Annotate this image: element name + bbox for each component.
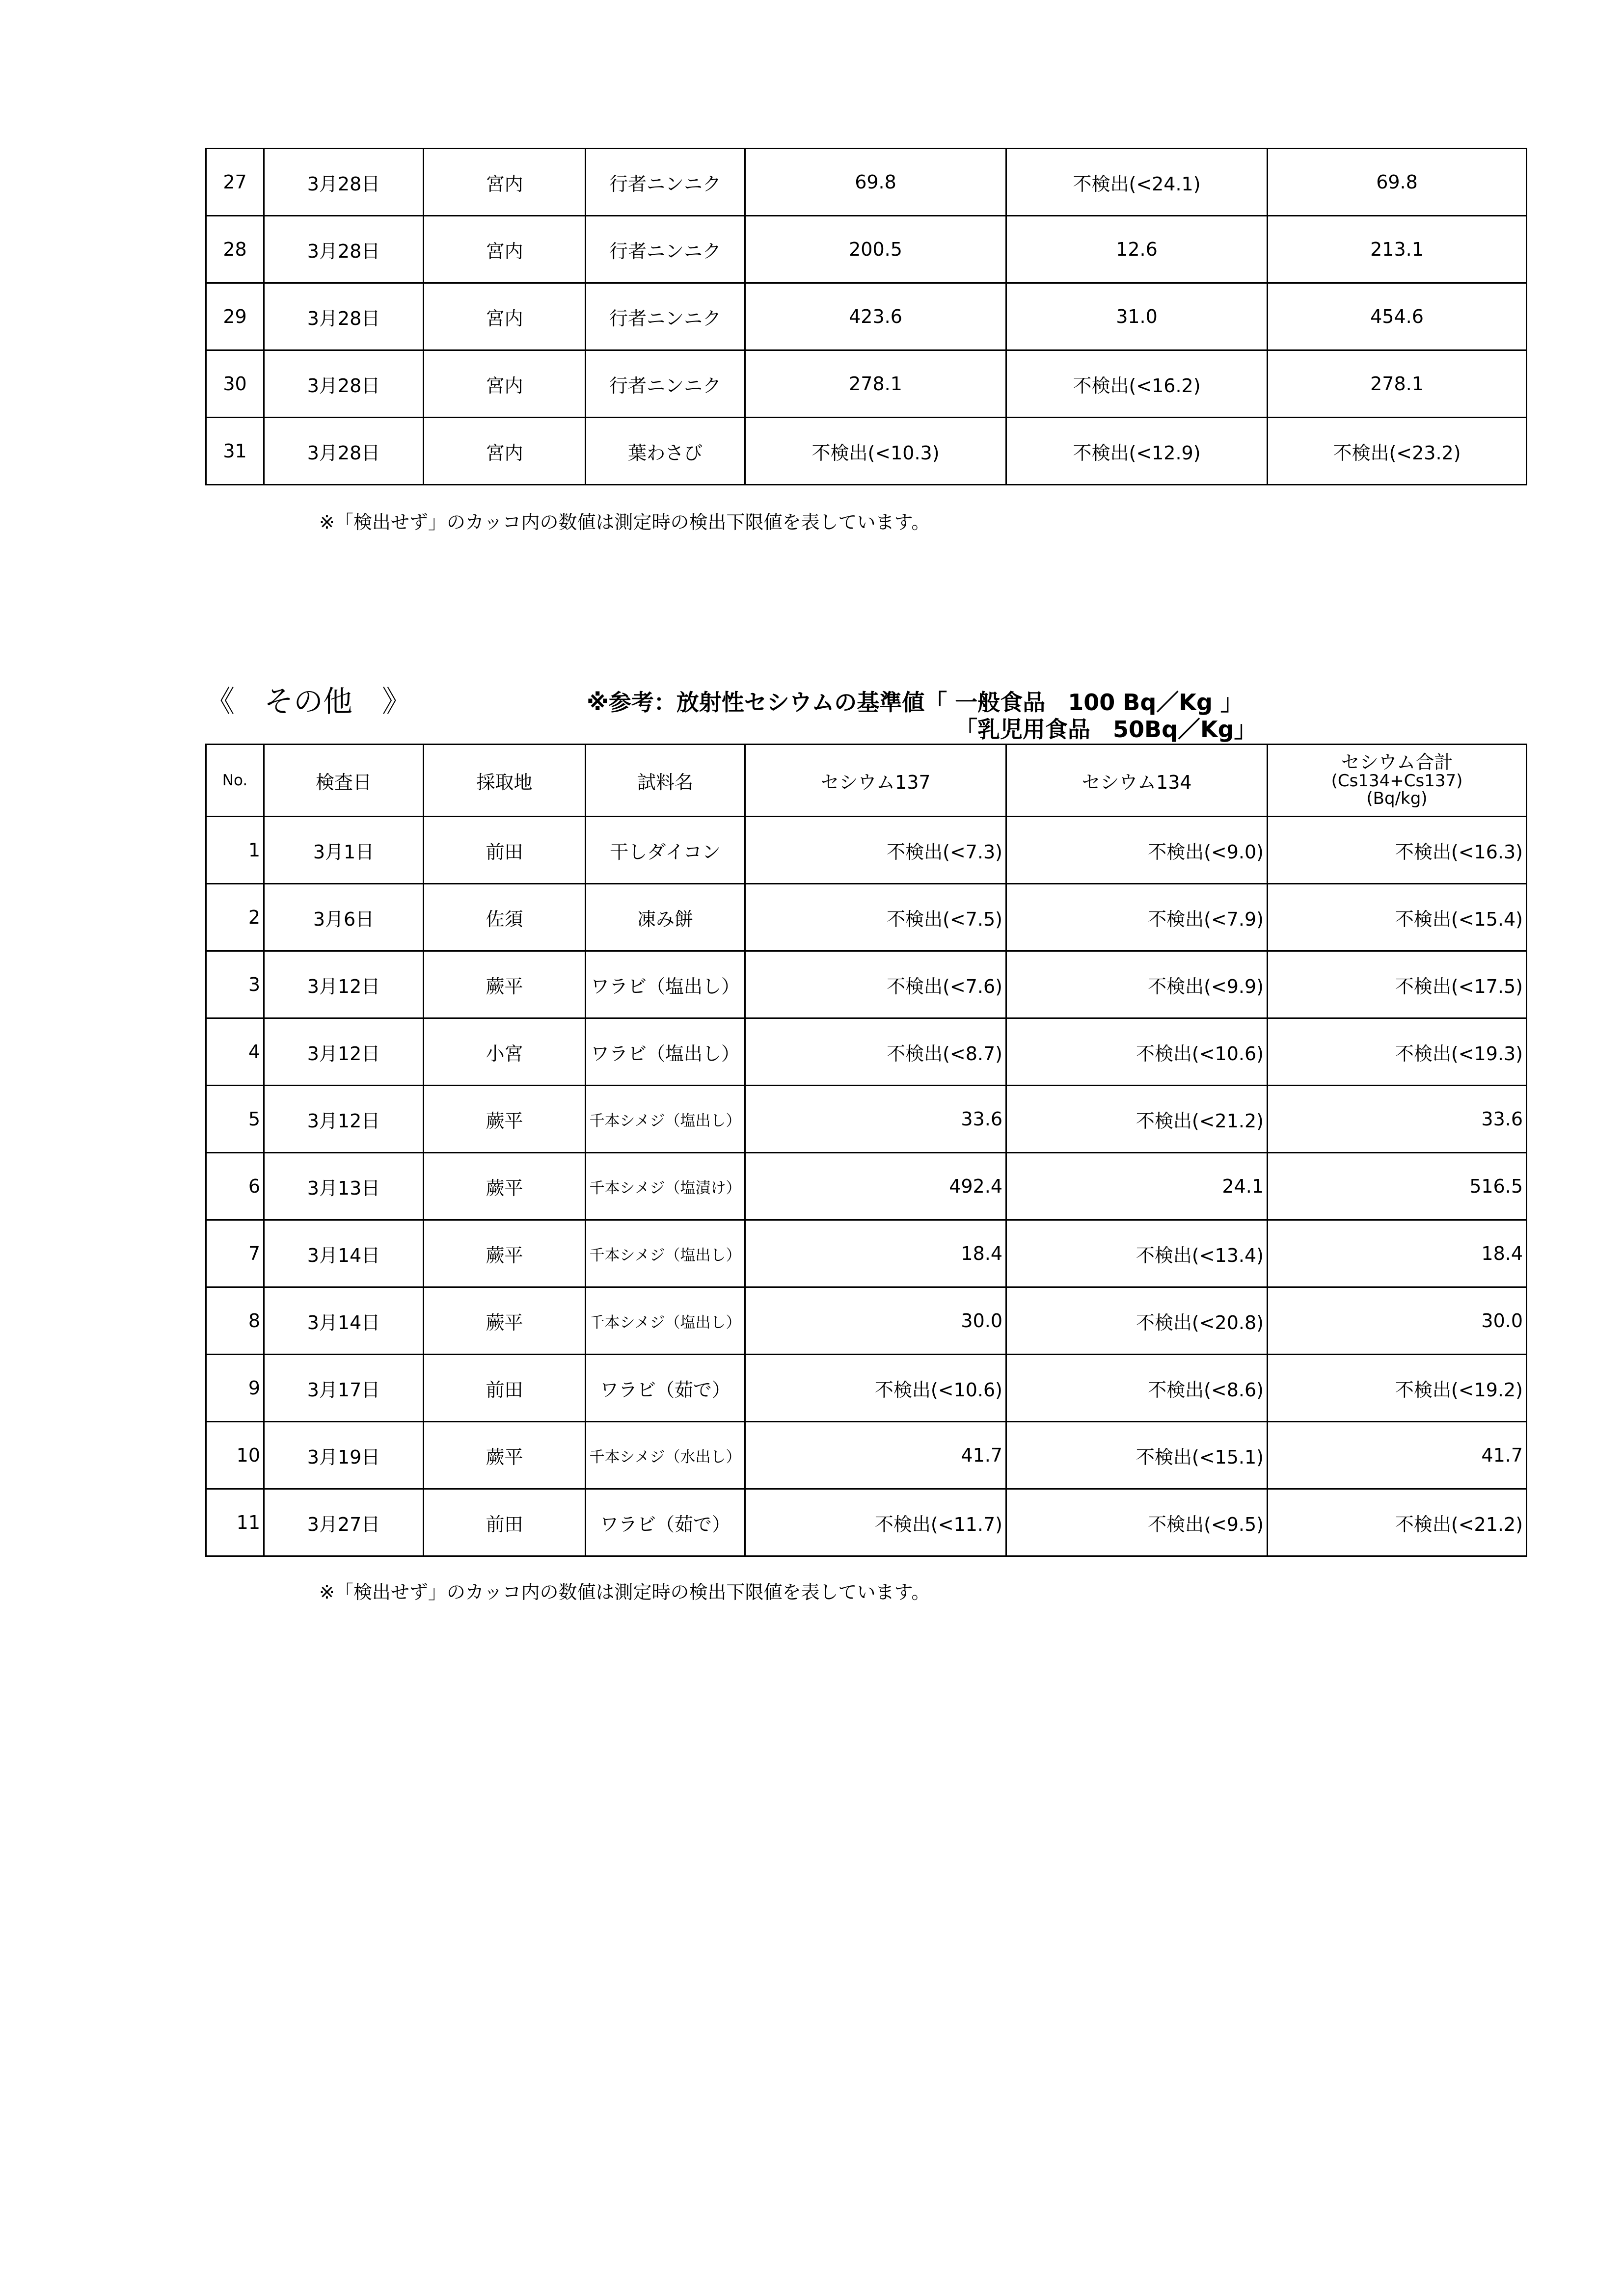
cell-sample: 凍み餅 (586, 884, 745, 951)
cell-total: 69.8 (1268, 149, 1527, 216)
cell-sample: 千本シメジ（塩出し） (586, 1220, 745, 1287)
cell-cs137: 不検出(<10.3) (745, 418, 1006, 485)
cell-date: 3月6日 (264, 884, 424, 951)
cell-total: 454.6 (1268, 283, 1527, 350)
cell-cs137: 不検出(<8.7) (745, 1018, 1006, 1086)
reference-standard-general: ※参考：放射性セシウムの基準値「 一般食品 100 Bq／Kg 」 (587, 689, 1243, 716)
cell-cs137: 200.5 (745, 216, 1006, 283)
cell-place: 蕨平 (424, 1422, 586, 1489)
cell-total: 不検出(<16.3) (1268, 817, 1527, 884)
table-row (206, 1018, 1527, 1086)
table-row (206, 1422, 1527, 1489)
cell-sample: ワラビ（塩出し） (586, 1018, 745, 1086)
cell-date: 3月28日 (264, 216, 424, 283)
table-row (206, 884, 1527, 951)
cell-no: 29 (206, 283, 264, 350)
cell-date: 3月19日 (264, 1422, 424, 1489)
cell-date: 3月28日 (264, 418, 424, 485)
cell-date: 3月13日 (264, 1153, 424, 1220)
cell-date: 3月12日 (264, 951, 424, 1018)
detection-limit-note: ※「検出せず」のカッコ内の数値は測定時の検出下限値を表しています。 (319, 511, 930, 533)
detection-limit-note-2: ※「検出せず」のカッコ内の数値は測定時の検出下限値を表しています。 (319, 1581, 930, 1603)
cell-date: 3月28日 (264, 350, 424, 418)
cell-date: 3月14日 (264, 1220, 424, 1287)
table-row (206, 817, 1527, 884)
header-total-line1: セシウム合計 (1341, 751, 1453, 774)
cell-cs134: 24.1 (1006, 1153, 1268, 1220)
cell-place: 蕨平 (424, 1153, 586, 1220)
cell-cs137: 不検出(<7.5) (745, 884, 1006, 951)
table1-body (206, 149, 1527, 485)
cell-place: 蕨平 (424, 1287, 586, 1355)
cell-cs137: 不検出(<10.6) (745, 1355, 1006, 1422)
cell-sample: ワラビ（茹で） (586, 1489, 745, 1556)
cell-total: 18.4 (1268, 1220, 1527, 1287)
cell-no: 27 (206, 149, 264, 216)
cell-cs134: 不検出(<24.1) (1006, 149, 1268, 216)
cell-place: 蕨平 (424, 1086, 586, 1153)
cell-date: 3月27日 (264, 1489, 424, 1556)
header-date: 検査日 (264, 745, 424, 817)
cell-cs134: 不検出(<15.1) (1006, 1422, 1268, 1489)
table-row (206, 1489, 1527, 1556)
cell-place: 佐須 (424, 884, 586, 951)
header-cs134: セシウム134 (1006, 745, 1268, 817)
table-row (206, 1153, 1527, 1220)
cell-sample: 行者ニンニク (586, 149, 745, 216)
cell-sample: 行者ニンニク (586, 216, 745, 283)
cell-cs137: 41.7 (745, 1422, 1006, 1489)
header-sample: 試料名 (586, 745, 745, 817)
cell-cs137: 278.1 (745, 350, 1006, 418)
cell-no: 1 (206, 817, 264, 884)
cell-sample: 千本シメジ（塩出し） (586, 1086, 745, 1153)
cell-cs137: 423.6 (745, 283, 1006, 350)
table-row (206, 350, 1527, 418)
cell-total: 33.6 (1268, 1086, 1527, 1153)
table2-body (206, 745, 1527, 1556)
cell-sample: 千本シメジ（塩出し） (586, 1287, 745, 1355)
cell-sample: ワラビ（茹で） (586, 1355, 745, 1422)
cell-cs134: 不検出(<20.8) (1006, 1287, 1268, 1355)
cell-total: 不検出(<19.2) (1268, 1355, 1527, 1422)
cell-no: 8 (206, 1287, 264, 1355)
cell-cs137: 30.0 (745, 1287, 1006, 1355)
cell-no: 5 (206, 1086, 264, 1153)
cell-no: 31 (206, 418, 264, 485)
cell-date: 3月28日 (264, 149, 424, 216)
table-row (206, 951, 1527, 1018)
cell-sample: 千本シメジ（塩漬け） (586, 1153, 745, 1220)
table-row (206, 283, 1527, 350)
cell-cs134: 12.6 (1006, 216, 1268, 283)
cell-no: 9 (206, 1355, 264, 1422)
table-row (206, 1287, 1527, 1355)
table-row (206, 149, 1527, 216)
cell-cs137: 492.4 (745, 1153, 1006, 1220)
cell-cs137: 不検出(<7.3) (745, 817, 1006, 884)
cell-date: 3月1日 (264, 817, 424, 884)
table-row (206, 1355, 1527, 1422)
cell-place: 宮内 (424, 350, 586, 418)
cell-total: 不検出(<15.4) (1268, 884, 1527, 951)
cell-place: 蕨平 (424, 1220, 586, 1287)
cell-total: 不検出(<23.2) (1268, 418, 1527, 485)
cell-no: 30 (206, 350, 264, 418)
cell-total: 不検出(<17.5) (1268, 951, 1527, 1018)
reference-standard-infant: 「乳児用食品 50Bq／Kg」 (955, 716, 1257, 743)
cell-place: 小宮 (424, 1018, 586, 1086)
cell-place: 宮内 (424, 418, 586, 485)
table-row (206, 216, 1527, 283)
table-row (206, 1086, 1527, 1153)
cell-date: 3月14日 (264, 1287, 424, 1355)
cell-no: 3 (206, 951, 264, 1018)
cell-cs134: 不検出(<16.2) (1006, 350, 1268, 418)
cell-date: 3月17日 (264, 1355, 424, 1422)
cell-total: 213.1 (1268, 216, 1527, 283)
cell-no: 4 (206, 1018, 264, 1086)
cell-cs137: 69.8 (745, 149, 1006, 216)
cell-place: 前田 (424, 817, 586, 884)
cell-sample: 千本シメジ（水出し） (586, 1422, 745, 1489)
cell-sample: 行者ニンニク (586, 350, 745, 418)
cell-cs134: 不検出(<9.5) (1006, 1489, 1268, 1556)
cell-date: 3月12日 (264, 1018, 424, 1086)
cell-cs134: 不検出(<9.0) (1006, 817, 1268, 884)
table-row (206, 1220, 1527, 1287)
cell-cs134: 不検出(<12.9) (1006, 418, 1268, 485)
cell-cs134: 31.0 (1006, 283, 1268, 350)
cell-no: 6 (206, 1153, 264, 1220)
cell-cs137: 18.4 (745, 1220, 1006, 1287)
cell-place: 蕨平 (424, 951, 586, 1018)
cell-no: 7 (206, 1220, 264, 1287)
section-title-other: 《 その他 》 (205, 685, 411, 719)
cell-no: 11 (206, 1489, 264, 1556)
cell-no: 10 (206, 1422, 264, 1489)
header-total (1268, 745, 1527, 817)
results-table-continued (205, 148, 1527, 485)
header-total-line3: (Bq/kg) (1366, 788, 1428, 808)
table-header-row (206, 745, 1527, 817)
cell-sample: 行者ニンニク (586, 283, 745, 350)
cell-total: 不検出(<19.3) (1268, 1018, 1527, 1086)
cell-place: 宮内 (424, 283, 586, 350)
cell-cs134: 不検出(<13.4) (1006, 1220, 1268, 1287)
cell-sample: 葉わさび (586, 418, 745, 485)
cell-total: 278.1 (1268, 350, 1527, 418)
cell-date: 3月12日 (264, 1086, 424, 1153)
table-row (206, 418, 1527, 485)
cell-total: 不検出(<21.2) (1268, 1489, 1527, 1556)
cell-cs137: 不検出(<7.6) (745, 951, 1006, 1018)
header-total-line2: (Cs134+Cs137) (1331, 771, 1463, 791)
cell-total: 41.7 (1268, 1422, 1527, 1489)
cell-cs134: 不検出(<21.2) (1006, 1086, 1268, 1153)
results-table-other (205, 744, 1527, 1557)
cell-place: 宮内 (424, 216, 586, 283)
header-cs137: セシウム137 (745, 745, 1006, 817)
header-place: 採取地 (424, 745, 586, 817)
cell-cs134: 不検出(<9.9) (1006, 951, 1268, 1018)
cell-sample: ワラビ（塩出し） (586, 951, 745, 1018)
cell-cs134: 不検出(<7.9) (1006, 884, 1268, 951)
header-no: No. (206, 745, 264, 817)
cell-total: 30.0 (1268, 1287, 1527, 1355)
cell-cs134: 不検出(<10.6) (1006, 1018, 1268, 1086)
cell-cs137: 不検出(<11.7) (745, 1489, 1006, 1556)
cell-date: 3月28日 (264, 283, 424, 350)
cell-cs134: 不検出(<8.6) (1006, 1355, 1268, 1422)
cell-place: 宮内 (424, 149, 586, 216)
cell-place: 前田 (424, 1355, 586, 1422)
cell-no: 28 (206, 216, 264, 283)
cell-place: 前田 (424, 1489, 586, 1556)
cell-total: 516.5 (1268, 1153, 1527, 1220)
cell-sample: 干しダイコン (586, 817, 745, 884)
cell-cs137: 33.6 (745, 1086, 1006, 1153)
cell-no: 2 (206, 884, 264, 951)
